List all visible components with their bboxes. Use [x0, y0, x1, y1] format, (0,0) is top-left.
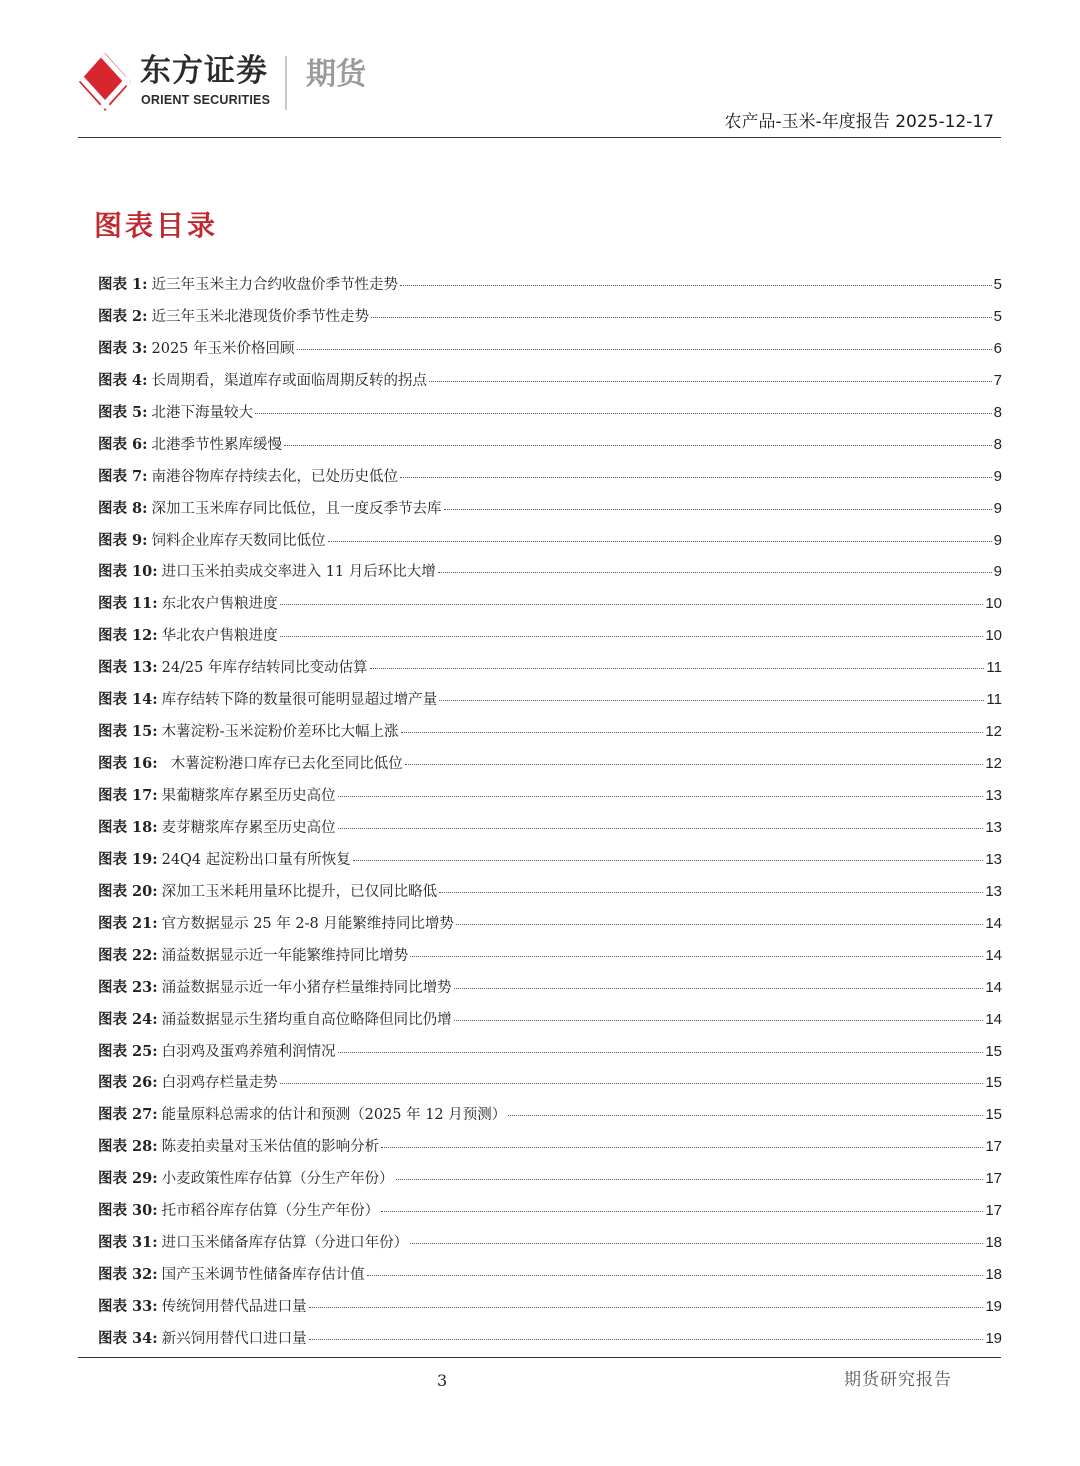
- toc-entry[interactable]: [98, 784, 1002, 816]
- toc-entry-label: 图表 10:: [98, 563, 158, 581]
- page-number: 3: [437, 1371, 448, 1390]
- toc-entry[interactable]: [98, 369, 1002, 401]
- toc-dot-leader: [370, 668, 985, 669]
- toc-entry-label: 图表 32:: [98, 1266, 158, 1284]
- report-title: 农产品-玉米-年度报告 2025-12-17: [724, 112, 994, 132]
- toc-entry-label: 图表 7:: [98, 467, 148, 485]
- toc-dot-leader: [280, 604, 984, 605]
- toc-entry-label: 图表 26:: [98, 1074, 158, 1092]
- toc-entry-page: 19: [985, 1298, 1002, 1315]
- toc-entry-title: 进口玉米拍卖成交率进入 11 月后环比大增: [161, 564, 436, 581]
- toc-entry[interactable]: [98, 848, 1002, 880]
- toc-dot-leader: [338, 1052, 984, 1053]
- toc-dot-leader: [405, 764, 984, 765]
- toc-entry-title: 2025 年玉米价格回顾: [151, 340, 295, 357]
- header-divider: [78, 137, 1001, 138]
- toc-entry[interactable]: [98, 688, 1002, 720]
- toc-entry-title: 小麦政策性库存估算（分生产年份）: [161, 1171, 394, 1188]
- toc-entry-page: 9: [993, 563, 1002, 581]
- toc-entry-title: 东北农户售粮进度: [161, 596, 278, 613]
- toc-entry-label: 图表 17:: [98, 787, 158, 804]
- toc-entry[interactable]: [98, 656, 1002, 688]
- toc-entry[interactable]: [98, 592, 1002, 624]
- footer-divider: [78, 1357, 1001, 1358]
- toc-entry[interactable]: [98, 560, 1002, 592]
- toc-entry-page: 15: [985, 1074, 1002, 1092]
- toc-entry-page: 10: [985, 627, 1002, 645]
- toc-dot-leader: [456, 924, 983, 925]
- toc-entry-page: 9: [993, 467, 1002, 485]
- toc-entry-page: 14: [985, 1010, 1002, 1028]
- toc-dot-leader: [309, 1307, 984, 1308]
- brand-name-en: ORIENT SECURITIES: [141, 93, 271, 107]
- toc-entry-page: 14: [985, 914, 1002, 932]
- toc-entry-label: 图表 21:: [98, 914, 158, 932]
- toc-dot-leader: [280, 636, 984, 637]
- toc-dot-leader: [400, 285, 992, 286]
- toc-entry[interactable]: [98, 1103, 1002, 1135]
- toc-dot-leader: [381, 1147, 983, 1148]
- toc-dot-leader: [338, 828, 984, 829]
- toc-entry-page: 18: [985, 1266, 1002, 1284]
- toc-entry-title: 官方数据显示 25 年 2-8 月能繁维持同比增势: [161, 915, 454, 932]
- toc-entry-title: 传统饲用替代品进口量: [161, 1299, 307, 1315]
- toc-dot-leader: [400, 477, 992, 478]
- toc-entry-label: 图表 33:: [98, 1298, 158, 1315]
- toc-heading: 图表目录: [94, 209, 219, 242]
- toc-entry-page: 12: [985, 755, 1002, 773]
- toc-dot-leader: [429, 381, 992, 382]
- toc-entry-label: 图表 28:: [98, 1138, 158, 1156]
- toc-entry[interactable]: [98, 720, 1002, 752]
- toc-dot-leader: [410, 1243, 983, 1244]
- toc-entry-page: 9: [993, 531, 1002, 549]
- toc-entry-title: 北港季节性累库缓慢: [151, 436, 282, 453]
- toc-entry-label: 图表 18:: [98, 818, 158, 836]
- toc-entry-title: 木薯淀粉-玉米淀粉价差环比大幅上涨: [161, 724, 399, 741]
- toc-entry-page: 17: [985, 1138, 1002, 1156]
- toc-entry-page: 15: [985, 1106, 1002, 1124]
- toc-entry-title: 陈麦拍卖量对玉米估值的影响分析: [161, 1139, 380, 1156]
- toc-entry-page: 17: [985, 1170, 1002, 1188]
- toc-entry-title: 国产玉米调节性储备库存估计值: [161, 1267, 365, 1284]
- toc-entry[interactable]: [98, 1231, 1002, 1263]
- toc-entry[interactable]: [98, 752, 1002, 784]
- toc-entry-page: 14: [985, 946, 1002, 964]
- toc-dot-leader: [309, 1339, 984, 1340]
- toc-entry-title: 饲料企业库存天数同比低位: [151, 532, 326, 549]
- toc-entry-page: 12: [985, 723, 1002, 741]
- brand-divider: [285, 56, 287, 110]
- toc-entry[interactable]: [98, 1327, 1002, 1359]
- toc-entry-title: 白羽鸡及蛋鸡养殖利润情况: [161, 1043, 336, 1060]
- toc-dot-leader: [381, 1211, 983, 1212]
- toc-entry-title: 南港谷物库存持续去化，已处历史低位: [151, 468, 398, 485]
- toc-entry[interactable]: [98, 816, 1002, 848]
- toc-entry-title: 华北农户售粮进度: [161, 628, 278, 645]
- toc-dot-leader: [284, 445, 992, 446]
- toc-entry-title: 近三年玉米北港现货价季节性走势: [151, 308, 369, 325]
- toc-entry[interactable]: [98, 624, 1002, 656]
- toc-entry[interactable]: [98, 401, 1002, 433]
- toc-dot-leader: [439, 892, 983, 893]
- toc-dot-leader: [401, 732, 984, 733]
- toc-list: [98, 273, 1002, 1359]
- toc-entry-label: 图表 25:: [98, 1042, 158, 1060]
- toc-entry-title: 长周期看，渠道库存或面临周期反转的拐点: [151, 372, 427, 389]
- brand-subtitle: 期货: [306, 57, 366, 92]
- toc-entry-title: 24/25 年库存结转同比变动估算: [161, 660, 368, 677]
- toc-entry[interactable]: [98, 337, 1002, 369]
- toc-entry-label: 图表 4:: [98, 371, 148, 389]
- toc-dot-leader: [454, 1020, 984, 1021]
- toc-entry[interactable]: [98, 1295, 1002, 1327]
- toc-dot-leader: [280, 1083, 984, 1084]
- toc-dot-leader: [367, 1275, 984, 1276]
- toc-dot-leader: [410, 956, 983, 957]
- toc-entry-label: 图表 16:: [98, 755, 158, 773]
- toc-entry[interactable]: [98, 1040, 1002, 1072]
- toc-entry-page: 5: [993, 307, 1002, 325]
- toc-entry[interactable]: [98, 1071, 1002, 1103]
- toc-entry-label: 图表 14:: [98, 691, 158, 709]
- toc-dot-leader: [439, 700, 984, 701]
- toc-entry-label: 图表 30:: [98, 1202, 158, 1220]
- footer-label: 期货研究报告: [844, 1370, 952, 1390]
- toc-entry-label: 图表 27:: [98, 1106, 158, 1124]
- toc-entry[interactable]: [98, 976, 1002, 1008]
- toc-entry-title: 涌益数据显示近一年小猪存栏量维持同比增势: [161, 979, 452, 996]
- toc-dot-leader: [444, 509, 992, 510]
- toc-entry-label: 图表 3:: [98, 339, 148, 357]
- toc-entry[interactable]: [98, 465, 1002, 497]
- toc-entry[interactable]: [98, 912, 1002, 944]
- toc-entry-title: 木薯淀粉港口库存已去化至同比低位: [161, 756, 403, 773]
- toc-entry-label: 图表 11:: [98, 595, 158, 613]
- toc-entry-title: 24Q4 起淀粉出口量有所恢复: [161, 851, 351, 868]
- toc-entry-label: 图表 6:: [98, 435, 148, 453]
- toc-entry-page: 8: [993, 435, 1002, 453]
- toc-entry[interactable]: [98, 880, 1002, 912]
- toc-entry-page: 15: [985, 1042, 1002, 1060]
- toc-entry[interactable]: [98, 529, 1002, 561]
- toc-dot-leader: [353, 860, 984, 861]
- toc-entry-label: 图表 31:: [98, 1234, 158, 1252]
- toc-entry-label: 图表 8:: [98, 499, 148, 517]
- toc-dot-leader: [438, 572, 992, 573]
- toc-entry-label: 图表 34:: [98, 1329, 158, 1347]
- toc-dot-leader: [454, 988, 984, 989]
- toc-dot-leader: [508, 1115, 983, 1116]
- orient-securities-logo-icon: [78, 52, 132, 112]
- toc-entry-title: 麦芽糖浆库存累至历史高位: [161, 819, 336, 836]
- brand-name-cn: 东方证劵: [140, 53, 268, 89]
- toc-entry-page: 14: [985, 978, 1002, 996]
- toc-entry-title: 新兴饲用替代口进口量: [161, 1330, 307, 1347]
- toc-dot-leader: [338, 796, 984, 797]
- toc-entry-page: 8: [993, 403, 1002, 421]
- toc-entry-label: 图表 20:: [98, 882, 158, 900]
- toc-entry-page: 5: [993, 276, 1002, 293]
- toc-entry-title: 果葡糖浆库存累至历史高位: [161, 788, 336, 804]
- toc-entry-title: 库存结转下降的数量很可能明显超过增产量: [161, 692, 438, 709]
- toc-entry-label: 图表 29:: [98, 1170, 158, 1188]
- toc-entry-page: 6: [993, 339, 1002, 357]
- toc-entry[interactable]: [98, 1199, 1002, 1231]
- toc-entry[interactable]: [98, 433, 1002, 465]
- toc-dot-leader: [255, 413, 992, 414]
- toc-entry-label: 图表 19:: [98, 850, 158, 868]
- toc-entry[interactable]: [98, 1263, 1002, 1295]
- toc-entry-title: 能量原料总需求的估计和预测（2025 年 12 月预测）: [161, 1107, 507, 1124]
- toc-entry-title: 近三年玉米主力合约收盘价季节性走势: [151, 277, 398, 293]
- toc-entry-page: 13: [985, 818, 1002, 836]
- toc-entry[interactable]: [98, 1008, 1002, 1040]
- toc-entry-label: 图表 5:: [98, 403, 148, 421]
- toc-entry-page: 13: [985, 850, 1002, 868]
- toc-dot-leader: [371, 317, 992, 318]
- toc-entry-label: 图表 2:: [98, 307, 148, 325]
- toc-entry-title: 白羽鸡存栏量走势: [161, 1075, 278, 1092]
- toc-entry-title: 托市稻谷库存估算（分生产年份）: [161, 1203, 380, 1220]
- toc-entry[interactable]: [98, 273, 1002, 305]
- toc-entry-label: 图表 12:: [98, 627, 158, 645]
- toc-dot-leader: [328, 541, 992, 542]
- toc-entry-page: 11: [986, 659, 1002, 677]
- toc-dot-leader: [396, 1179, 984, 1180]
- toc-entry-label: 图表 9:: [98, 531, 148, 549]
- toc-entry-page: 11: [986, 691, 1002, 709]
- toc-entry-title: 涌益数据显示近一年能繁维持同比增势: [161, 947, 409, 964]
- toc-entry-label: 图表 22:: [98, 946, 158, 964]
- toc-entry-page: 9: [993, 499, 1002, 517]
- toc-entry-label: 图表 24:: [98, 1010, 158, 1028]
- toc-entry-label: 图表 23:: [98, 978, 158, 996]
- toc-entry-page: 7: [993, 371, 1002, 389]
- toc-entry[interactable]: [98, 305, 1002, 337]
- toc-entry-page: 18: [985, 1234, 1002, 1252]
- toc-entry-label: 图表 13:: [98, 659, 158, 677]
- toc-entry-page: 10: [985, 595, 1002, 613]
- toc-entry-title: 深加工玉米耗用量环比提升，已仅同比略低: [161, 883, 438, 900]
- toc-entry-page: 17: [985, 1202, 1002, 1220]
- toc-entry-title: 进口玉米储备库存估算（分进口年份）: [161, 1235, 409, 1252]
- toc-entry-page: 13: [985, 787, 1002, 804]
- toc-entry[interactable]: [98, 497, 1002, 529]
- toc-entry-title: 涌益数据显示生猪均重自高位略降但同比仍增: [161, 1011, 452, 1028]
- toc-entry-label: 图表 1:: [98, 276, 148, 293]
- toc-entry-title: 北港下海量较大: [151, 404, 253, 421]
- toc-dot-leader: [297, 349, 992, 350]
- toc-entry[interactable]: [98, 1167, 1002, 1199]
- toc-entry-page: 13: [985, 882, 1002, 900]
- toc-entry-label: 图表 15:: [98, 723, 158, 741]
- toc-entry-page: 19: [985, 1329, 1002, 1347]
- toc-entry[interactable]: [98, 944, 1002, 976]
- toc-entry[interactable]: [98, 1135, 1002, 1167]
- toc-entry-title: 深加工玉米库存同比低位，且一度反季节去库: [151, 500, 442, 517]
